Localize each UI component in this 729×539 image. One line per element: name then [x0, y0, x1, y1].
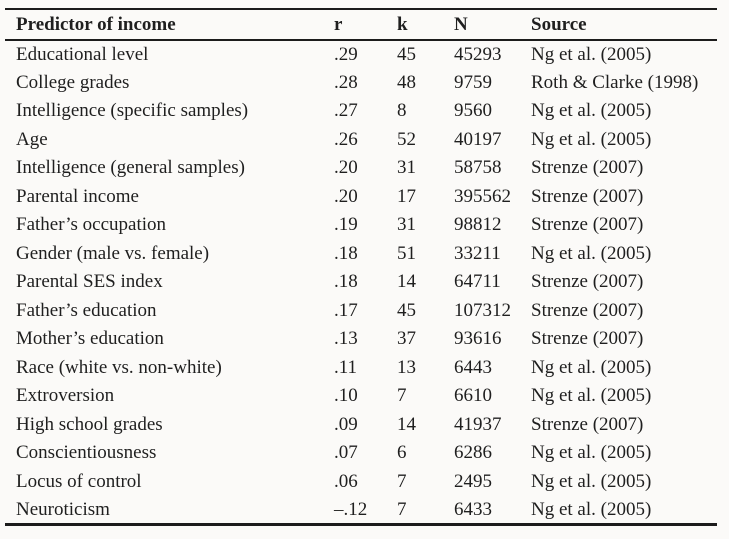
cell-predictor: Father’s occupation	[16, 214, 167, 236]
cell-r-value: .11	[334, 356, 358, 378]
cell-n-value: 107312	[454, 299, 511, 321]
table-row	[5, 325, 717, 354]
header-k: k	[395, 9, 452, 40]
cell-r-value: –.12	[334, 498, 368, 520]
cell-predictor: Parental SES index	[16, 271, 163, 293]
cell-source: Ng et al. (2005)	[531, 128, 652, 150]
cell-k-value: 7	[397, 470, 407, 492]
table-row	[5, 268, 717, 297]
cell-source: Strenze (2007)	[531, 299, 644, 321]
cell-r-value: .26	[334, 128, 358, 150]
cell-source: Ng et al. (2005)	[531, 385, 652, 407]
table-row	[5, 496, 717, 525]
cell-r-value: .18	[334, 271, 358, 293]
cell-r-value: .28	[334, 71, 358, 93]
cell-source: Strenze (2007)	[531, 214, 644, 236]
cell-predictor: Gender (male vs. female)	[16, 242, 210, 264]
cell-source: Strenze (2007)	[531, 413, 644, 435]
cell-source: Ng et al. (2005)	[531, 470, 652, 492]
cell-predictor: Father’s education	[16, 299, 157, 321]
cell-r-value: .10	[334, 385, 358, 407]
cell-predictor: Intelligence (specific samples)	[16, 100, 249, 122]
header-r: r	[332, 9, 395, 40]
cell-predictor: Mother’s education	[16, 328, 164, 350]
table-row	[5, 240, 717, 269]
cell-source: Ng et al. (2005)	[531, 442, 652, 464]
cell-predictor: Intelligence (general samples)	[16, 157, 245, 179]
header-row	[5, 9, 717, 40]
predictors-of-income-table	[5, 8, 717, 526]
cell-k-value: 37	[397, 328, 416, 350]
cell-k-value: 7	[397, 385, 407, 407]
cell-k-value: 45	[397, 43, 416, 65]
cell-predictor: Parental income	[16, 185, 139, 207]
cell-source: Strenze (2007)	[531, 271, 644, 293]
table-row	[5, 40, 717, 69]
table-row	[5, 297, 717, 326]
cell-n-value: 45293	[454, 43, 502, 65]
cell-predictor: Neuroticism	[16, 498, 110, 520]
cell-k-value: 45	[397, 299, 416, 321]
cell-k-value: 48	[397, 71, 416, 93]
cell-r-value: .29	[334, 43, 358, 65]
cell-source: Roth & Clarke (1998)	[531, 71, 699, 93]
cell-r-value: .07	[334, 442, 358, 464]
header-n: N	[452, 9, 529, 40]
cell-n-value: 93616	[454, 328, 502, 350]
table-row	[5, 354, 717, 383]
cell-k-value: 6	[397, 442, 407, 464]
cell-r-value: .20	[334, 157, 358, 179]
cell-n-value: 41937	[454, 413, 502, 435]
cell-predictor: Educational level	[16, 43, 149, 65]
table-body	[5, 40, 717, 525]
cell-n-value: 6433	[454, 498, 492, 520]
cell-n-value: 64711	[454, 271, 501, 293]
cell-r-value: .17	[334, 299, 358, 321]
cell-r-value: .06	[334, 470, 358, 492]
cell-predictor: Locus of control	[16, 470, 142, 492]
cell-n-value: 58758	[454, 157, 502, 179]
cell-predictor: Conscientiousness	[16, 442, 157, 464]
cell-k-value: 14	[397, 271, 416, 293]
cell-k-value: 14	[397, 413, 416, 435]
cell-n-value: 6610	[454, 385, 492, 407]
cell-r-value: .09	[334, 413, 358, 435]
cell-predictor: High school grades	[16, 413, 163, 435]
table-row	[5, 69, 717, 98]
table-row	[5, 468, 717, 497]
cell-source: Ng et al. (2005)	[531, 43, 652, 65]
cell-n-value: 98812	[454, 214, 502, 236]
cell-n-value: 6286	[454, 442, 492, 464]
cell-r-value: .18	[334, 242, 358, 264]
cell-r-value: .13	[334, 328, 358, 350]
cell-predictor: Race (white vs. non-white)	[16, 356, 222, 378]
cell-predictor: Extroversion	[16, 385, 115, 407]
cell-source: Strenze (2007)	[531, 157, 644, 179]
table-row	[5, 97, 717, 126]
cell-k-value: 31	[397, 157, 416, 179]
header-source: Source	[529, 9, 717, 40]
cell-k-value: 7	[397, 498, 407, 520]
table-row	[5, 382, 717, 411]
cell-source: Ng et al. (2005)	[531, 356, 652, 378]
table-row	[5, 183, 717, 212]
cell-n-value: 2495	[454, 470, 492, 492]
table-header	[5, 9, 717, 40]
cell-n-value: 40197	[454, 128, 502, 150]
cell-predictor: Age	[16, 128, 48, 150]
cell-r-value: .20	[334, 185, 358, 207]
cell-n-value: 395562	[454, 185, 511, 207]
cell-k-value: 17	[397, 185, 416, 207]
cell-k-value: 31	[397, 214, 416, 236]
cell-predictor: College grades	[16, 71, 130, 93]
cell-source: Ng et al. (2005)	[531, 242, 652, 264]
cell-k-value: 52	[397, 128, 416, 150]
cell-n-value: 9759	[454, 71, 492, 93]
table-row	[5, 439, 717, 468]
table-row	[5, 411, 717, 440]
cell-n-value: 33211	[454, 242, 501, 264]
header-predictor-of-income: Predictor of income	[5, 9, 332, 40]
cell-k-value: 8	[397, 100, 407, 122]
table-row	[5, 211, 717, 240]
cell-r-value: .19	[334, 214, 358, 236]
cell-source: Ng et al. (2005)	[531, 498, 652, 520]
cell-n-value: 9560	[454, 100, 492, 122]
cell-r-value: .27	[334, 100, 358, 122]
cell-source: Ng et al. (2005)	[531, 100, 652, 122]
cell-k-value: 51	[397, 242, 416, 264]
cell-source: Strenze (2007)	[531, 185, 644, 207]
cell-source: Strenze (2007)	[531, 328, 644, 350]
table-row	[5, 154, 717, 183]
cell-n-value: 6443	[454, 356, 492, 378]
table-row	[5, 126, 717, 155]
cell-k-value: 13	[397, 356, 416, 378]
